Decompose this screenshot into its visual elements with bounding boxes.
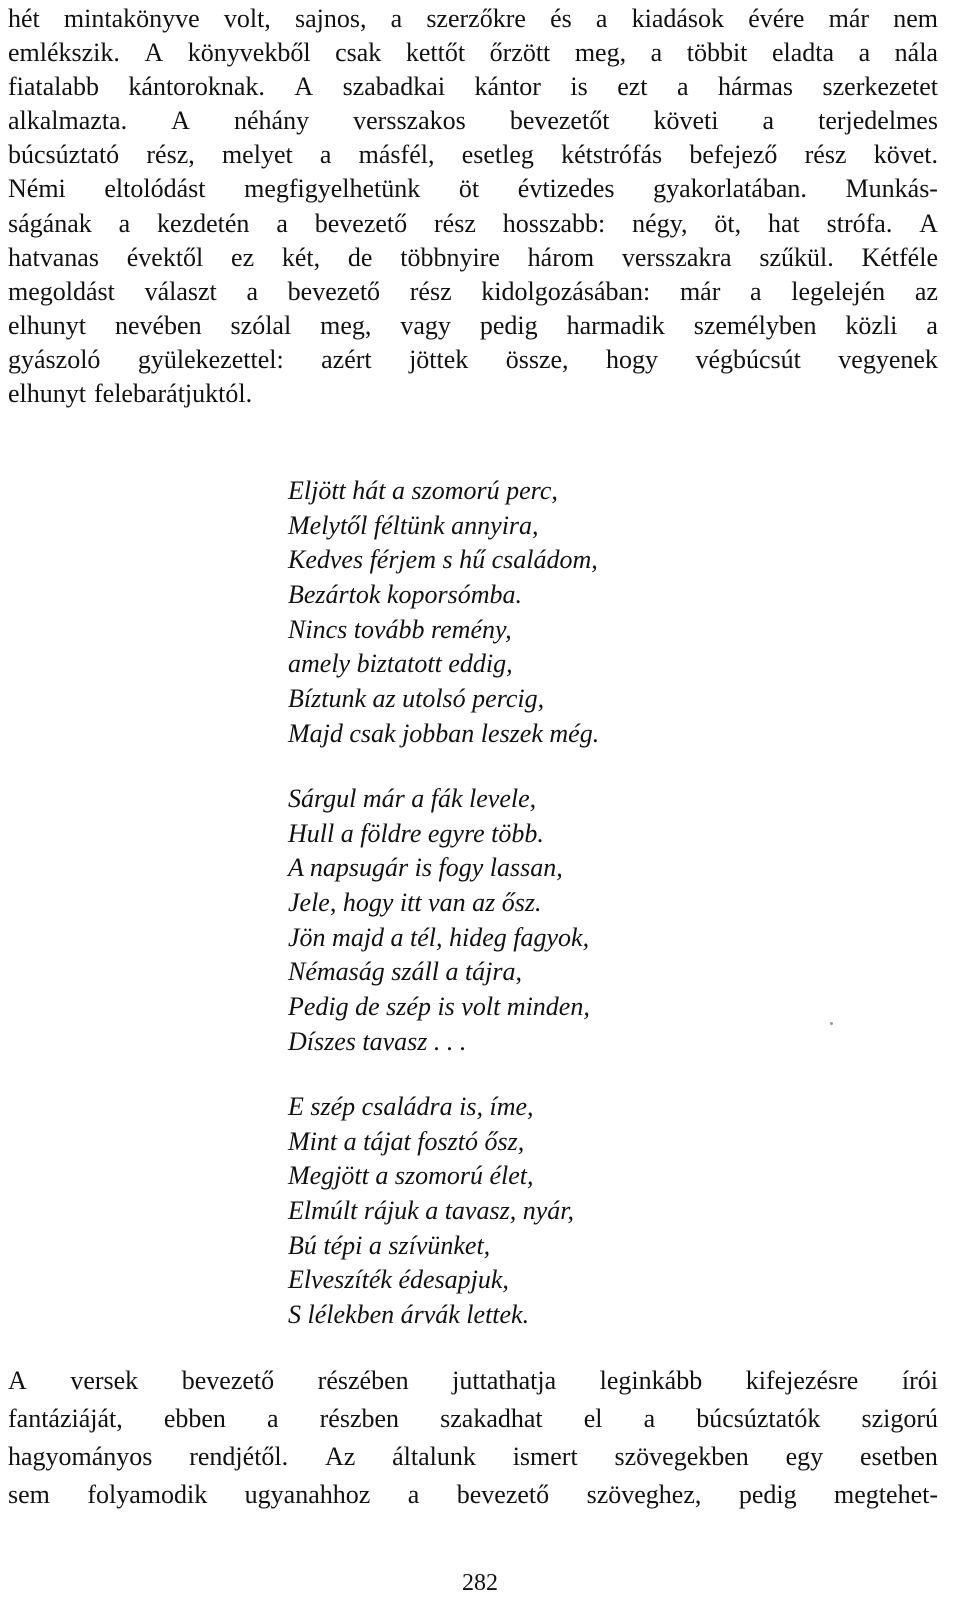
verse-line: Eljött hát a szomorú perc, — [288, 476, 558, 505]
text-line: emlékszik. A könyvekből csak kettőt őrzött meg, a többit eladta a nála — [8, 38, 938, 68]
paragraph-continuation — [8, 1362, 938, 1514]
paragraph-intro — [8, 2, 938, 411]
verse-line: Pedig de szép is volt minden, — [288, 992, 590, 1022]
verse-line: Jön majd a tél, hideg fagyok, — [288, 922, 590, 952]
text-line: gyászoló gyülekezettel: azért jöttek össze, hogy végbúcsút vegyenek — [8, 344, 938, 374]
text-line: fantáziáját, ebben a részben szakadhat el a búcsúztatók szigorú — [8, 1404, 938, 1433]
poem-stanza-2 — [288, 782, 590, 1060]
text-line: elhunyt nevében szólal meg, vagy pedig harmadik személyben közli a — [8, 310, 938, 340]
text-line: A versek bevezető részében juttathatja leginkább kifejezésre írói — [8, 1366, 938, 1395]
text-line: megoldást választ a bevezető rész kidolgozásában: már a legelején az — [8, 276, 938, 306]
verse-line: Sárgul már a fák levele, — [288, 784, 537, 813]
poem-stanza-3 — [288, 1090, 574, 1333]
verse-line: Nincs tovább remény, — [288, 614, 512, 644]
verse-line: Hull a földre egyre több. — [288, 818, 544, 848]
verse-line: Bú tépi a szívünket, — [288, 1230, 491, 1260]
text-line: hatvanas évektől ez két, de többnyire három versszakra szűkül. Kétféle — [8, 242, 938, 272]
text-line: fiatalabb kántoroknak. A szabadkai kántor is ezt a hármas szerkezetet — [8, 72, 938, 102]
text-line: ságának a kezdetén a bevezető rész hosszabb: négy, öt, hat strófa. A — [8, 208, 938, 238]
verse-line: A napsugár is fogy lassan, — [288, 853, 563, 883]
text-line: sem folyamodik ugyanahhoz a bevezető szöveghez, pedig megtehet- — [8, 1480, 938, 1509]
verse-line: Melytől féltünk annyira, — [288, 510, 539, 540]
text-line: Némi eltolódást megfigyelhetünk öt évtizedes gyakorlatában. Munkás- — [8, 174, 938, 204]
text-line: elhunyt felebarátjuktól. — [8, 379, 253, 409]
verse-line: S lélekben árvák lettek. — [288, 1300, 530, 1330]
verse-line: Díszes tavasz . . . — [288, 1026, 467, 1056]
scan-speck — [830, 1022, 833, 1025]
verse-line: Majd csak jobban leszek még. — [288, 718, 600, 748]
text-line: hagyományos rendjétől. Az általunk ismert szövegekben egy esetben — [8, 1442, 938, 1471]
verse-line: Némaság száll a tájra, — [288, 957, 523, 987]
verse-line: Elmúlt rájuk a tavasz, nyár, — [288, 1196, 574, 1226]
text-line: búcsúztató rész, melyet a másfél, esetleg kétstrófás befejező rész követ. — [8, 140, 938, 170]
verse-line: Bezártok koporsómba. — [288, 580, 522, 610]
verse-line: Jele, hogy itt van az ősz. — [288, 888, 542, 918]
verse-line: Megjött a szomorú élet, — [288, 1161, 534, 1191]
verse-line: Kedves férjem s hű családom, — [288, 545, 598, 575]
page-number: 282 — [462, 1570, 498, 1596]
verse-line: E szép családra is, íme, — [288, 1092, 534, 1121]
poem-stanza-1 — [288, 474, 599, 752]
text-line: alkalmazta. A néhány versszakos bevezetőt követi a terjedelmes — [8, 106, 938, 136]
verse-line: Mint a tájat fosztó ősz, — [288, 1126, 525, 1156]
verse-line: Bíztunk az utolsó percig, — [288, 684, 545, 714]
verse-line: Elveszíték édesapjuk, — [288, 1265, 509, 1295]
text-line: hét mintakönyve volt, sajnos, a szerzőkre és a kiadások évére már nem — [8, 4, 938, 33]
verse-line: amely biztatott eddig, — [288, 649, 513, 679]
